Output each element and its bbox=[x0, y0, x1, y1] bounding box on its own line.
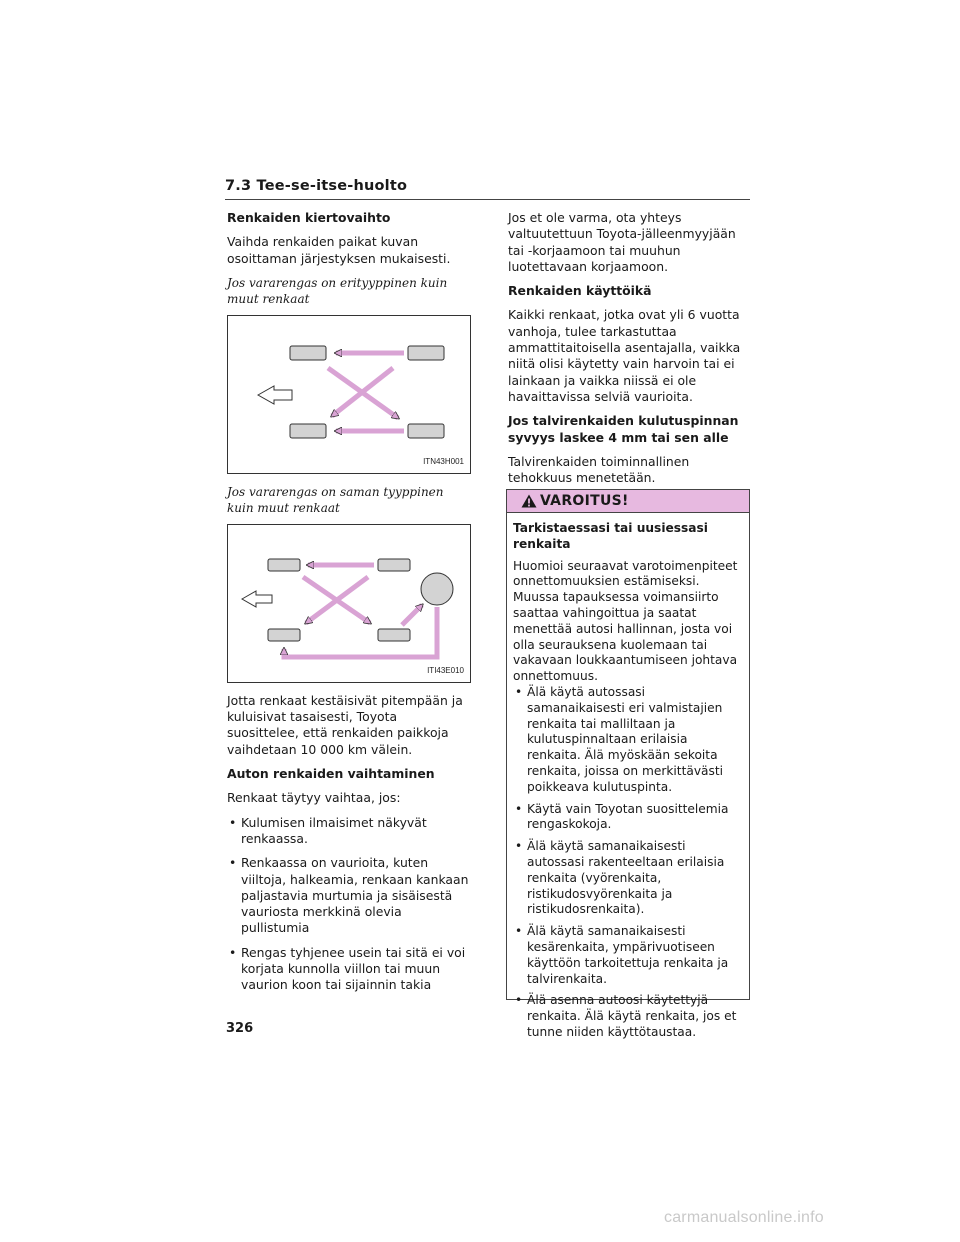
warning-header bbox=[507, 490, 749, 513]
winter-heading: Jos talvirenkaiden kulutuspinnan syvyys laskee 4 mm tai sen alle bbox=[508, 413, 739, 445]
list-item: • Älä käytä samanaikaisesti autossasi rakenteeltaan erilaisia renkaita (vyörenkaita, ristikudosvyörenkaita ja ristikudosrenkaita). bbox=[513, 839, 743, 918]
list-item: • Älä käytä autossasi samanaikaisesti eri valmistajien renkaita tai malliltaan ja kulutuspinnaltaan erilaisia renkaita. Älä myöskään sekoita renkaita, joissa on merkittävästi poikkeava kulutuspinta. bbox=[513, 685, 743, 796]
list-item: • Älä asenna autoosi käytettyjä renkaita. Älä käytä renkaita, jos et tunne niiden käyttötaustaa. bbox=[513, 993, 743, 1040]
warning-title: VAROITUS! bbox=[540, 493, 629, 509]
warning-intro: Huomioi seuraavat varotoimenpiteet onnettomuuksien estämiseksi. Muussa tapauksessa voimansiirto saattaa vahingoittua ja saatat menettää autosi hallinnan, josta voi olla seurauksena kuolemaan tai vakavaan loukkaantumiseen johtava onnettomuus. bbox=[513, 558, 738, 684]
spare-tire bbox=[421, 573, 453, 605]
warning-subheading: Tarkistaessasi tai uusiessasi renkaita bbox=[513, 521, 708, 551]
tire-front-left bbox=[268, 559, 300, 571]
replacement-heading: Auton renkaiden vaihtaminen bbox=[227, 766, 435, 782]
list-item: • Renkaassa on vaurioita, kuten viiltoja, halkeamia, renkaan kankaan paljastavia murtumia ja sisäisestä vauriosta merkkinä olevia pullistumia bbox=[227, 855, 472, 936]
section-divider bbox=[225, 199, 750, 200]
warning-triangle-icon bbox=[521, 494, 537, 508]
rotation-figure-1 bbox=[227, 315, 471, 474]
warning-list bbox=[513, 685, 743, 1041]
left-column bbox=[227, 210, 472, 1002]
direction-arrow-icon bbox=[242, 591, 272, 607]
figure-code: ITN43H001 bbox=[423, 456, 464, 466]
caption-same-spare: Jos vararengas on saman tyyppinen kuin muut renkaat bbox=[227, 484, 444, 515]
list-item: • Älä käytä samanaikaisesti kesärenkaita, ympärivuotiseen käyttöön tarkoitettuja renkaita ja talvirenkaita. bbox=[513, 924, 743, 987]
watermark: carmanualsonline.info bbox=[664, 1209, 824, 1226]
rotation-figure-2 bbox=[227, 524, 471, 683]
tire-front-right bbox=[378, 559, 410, 571]
tire-front-left bbox=[290, 346, 326, 360]
tire-rear-right bbox=[408, 424, 444, 438]
tire-rear-left bbox=[290, 424, 326, 438]
warning-box bbox=[506, 489, 750, 1039]
rotation-heading: Renkaiden kiertovaihto bbox=[227, 210, 391, 225]
list-item: • Rengas tyhjenee usein tai sitä ei voi korjata kunnolla viillon tai muun vaurion koon tai sijainnin takia bbox=[227, 945, 472, 994]
age-text: Kaikki renkaat, jotka ovat yli 6 vuotta vanhoja, tulee tarkastuttaa ammattitaitoisella asentajalla, vaikka niitä olisi käytetty vain harvoin tai ei lainkaan ja vaikka niissä ei ole havaittavissa selviä vaurioita. bbox=[508, 307, 741, 404]
page-number: 326 bbox=[226, 1021, 254, 1036]
tire-rear-right bbox=[378, 629, 410, 641]
interval-text: Jotta renkaat kestäisivät pitempään ja kuluisivat tasaisesti, Toyota suosittelee, että renkaiden paikkoja vaihdetaan 10 000 km välein. bbox=[227, 692, 463, 757]
winter-text: Talvirenkaiden toiminnallinen tehokkuus menetetään. bbox=[508, 453, 690, 486]
caption-different-spare: Jos vararengas on erityyppinen kuin muut renkaat bbox=[227, 275, 448, 306]
right-column bbox=[508, 210, 750, 494]
figure-code: ITI43E010 bbox=[427, 665, 464, 675]
list-item: • Käytä vain Toyotan suosittelemia rengaskokoja. bbox=[513, 802, 743, 834]
age-heading: Renkaiden käyttöikä bbox=[508, 283, 652, 299]
replacement-intro: Renkaat täytyy vaihtaa, jos: bbox=[227, 790, 401, 806]
tire-front-right bbox=[408, 346, 444, 360]
tire-rear-left bbox=[268, 629, 300, 641]
direction-arrow-icon bbox=[258, 386, 292, 404]
section-title: 7.3 Tee-se-itse-huolto bbox=[225, 178, 408, 194]
replacement-list bbox=[227, 815, 472, 994]
list-item: • Kulumisen ilmaisimet näkyvät renkaassa. bbox=[227, 815, 472, 848]
rotation-text: Vaihda renkaiden paikat kuvan osoittaman järjestyksen mukaisesti. bbox=[227, 234, 451, 266]
unsure-text: Jos et ole varma, ota yhteys valtuutettuun Toyota-jälleenmyyjään tai -korjaamoon tai muuhun luotettavaan korjaamoon. bbox=[508, 210, 736, 274]
